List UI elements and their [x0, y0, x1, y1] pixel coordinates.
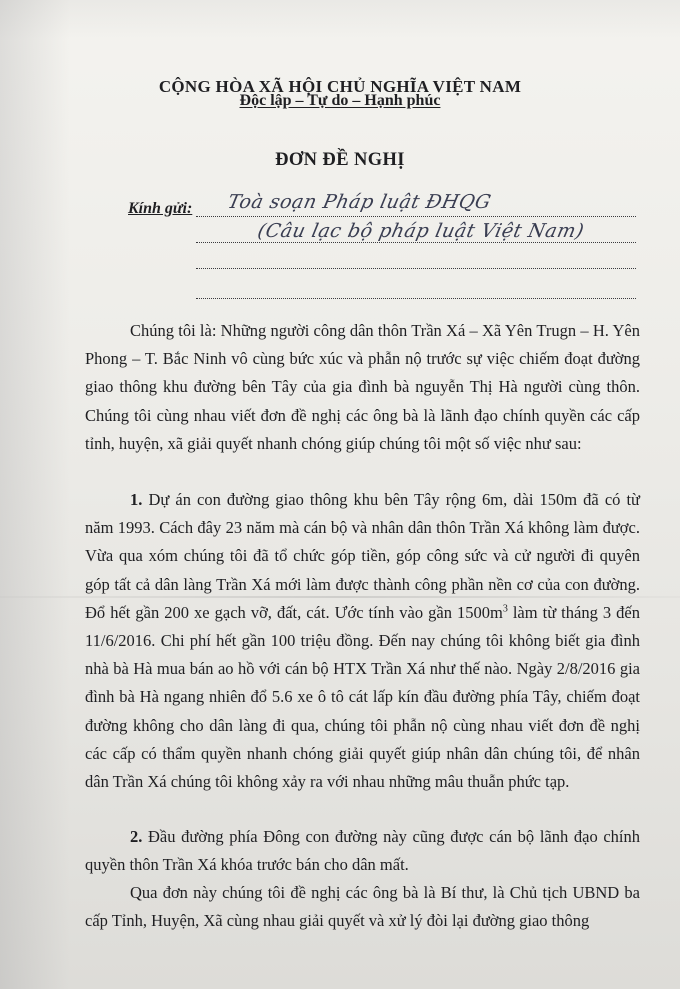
paragraph-2: [85, 823, 640, 879]
intro-paragraph: Chúng tôi là: Những người công dân thôn Trần Xá – Xã Yên Trugn – H. Yên Phong – T. Bắc Ninh vô cùng bức xúc và phẫn nộ trước sự việc chiếm đoạt đường giao thông khu đường bên Tây của gia đình bà nguyễn Thị Hà người cùng thôn. Chúng tôi cùng nhau viết đơn đề nghị các ông bà là lãnh đạo chính quyền các cấp tỉnh, huyện, xã giải quyết nhanh chóng giúp chúng tôi một số việc như sau:: [85, 321, 640, 453]
paragraph-1-text-b: làm từ tháng 3 đến 11/6/2016. Chi phí hết gần 100 triệu đồng. Đến nay chúng tôi không biết gia đình nhà bà Hà mua bán ao hồ với cán bộ HTX Trần Xá như thế nào. Ngày 2/8/2016 gia đình bà Hà ngang nhiên đổ 5.6 xe ô tô cát lấp kín đầu đường phía Tây, chiếm đoạt đường không cho dân làng đi qua, chúng tôi phẫn nộ cùng nhau viết đơn đề nghị các cấp có thẩm quyền nhanh chóng giải quyết giúp nhân dân chúng tôi, để nhân dân Trần Xá chúng tôi không xảy ra với nhau những mâu thuẫn phức tạp.: [85, 602, 640, 792]
handwritten-recipient-line1: Toà soạn Pháp luật ĐHQG: [225, 191, 494, 213]
paragraph-1-superscript: 3: [502, 603, 508, 615]
paragraph-3: Qua đơn này chúng tôi đề nghị các ông bà là Bí thư, là Chủ tịch UBND ba cấp Tỉnh, Huyện, Xã cùng nhau giải quyết và xử lý đòi lại đường giao thông: [85, 883, 640, 931]
document-title: ĐƠN ĐỀ NGHỊ: [275, 150, 405, 170]
paragraph-1: [85, 486, 640, 796]
recipient-dotline-2: [196, 242, 636, 243]
recipient-dotline-3: [196, 268, 636, 269]
national-motto: [0, 92, 680, 110]
recipient-dotline-1: [196, 216, 636, 217]
paragraph-2-number: 2.: [130, 827, 143, 846]
national-header: CỘNG HÒA XÃ HỘI CHỦ NGHĨA VIỆT NAM: [158, 77, 522, 96]
page-shadow-top: [0, 0, 680, 40]
paragraph-1-number: 1.: [130, 490, 143, 509]
recipient-label: Kính gửi:: [128, 200, 193, 217]
page-shadow-left: [0, 0, 70, 989]
recipient-dotline-4: [196, 298, 636, 299]
paragraph-1-text-a: Dự án con đường giao thông khu bên Tây rộng 6m, dài 150m đã có từ năm 1993. Cách đây 23 năm mà cán bộ và nhân dân thôn Trần Xá không làm được. Vừa qua xóm chúng tôi đã tổ chức góp tiền, góp công sức và cử người đi quyên góp tất cả dân làng Trần Xá mới làm được thành công phần nền cơ của con đường. Đổ hết gần 200 xe gạch vỡ, đất, cát. Ước tính vào gần 1500m: [85, 490, 640, 622]
handwritten-recipient-line2: (Câu lạc bộ pháp luật Việt Nam): [255, 220, 587, 242]
paragraph-2-text: Đầu đường phía Đông con đường này cũng được cán bộ lãnh đạo chính quyền thôn Trần Xá khóa trước bán cho dân mất.: [85, 827, 640, 875]
motto-text: Độc lập – Tự do – Hạnh phúc: [239, 92, 441, 109]
